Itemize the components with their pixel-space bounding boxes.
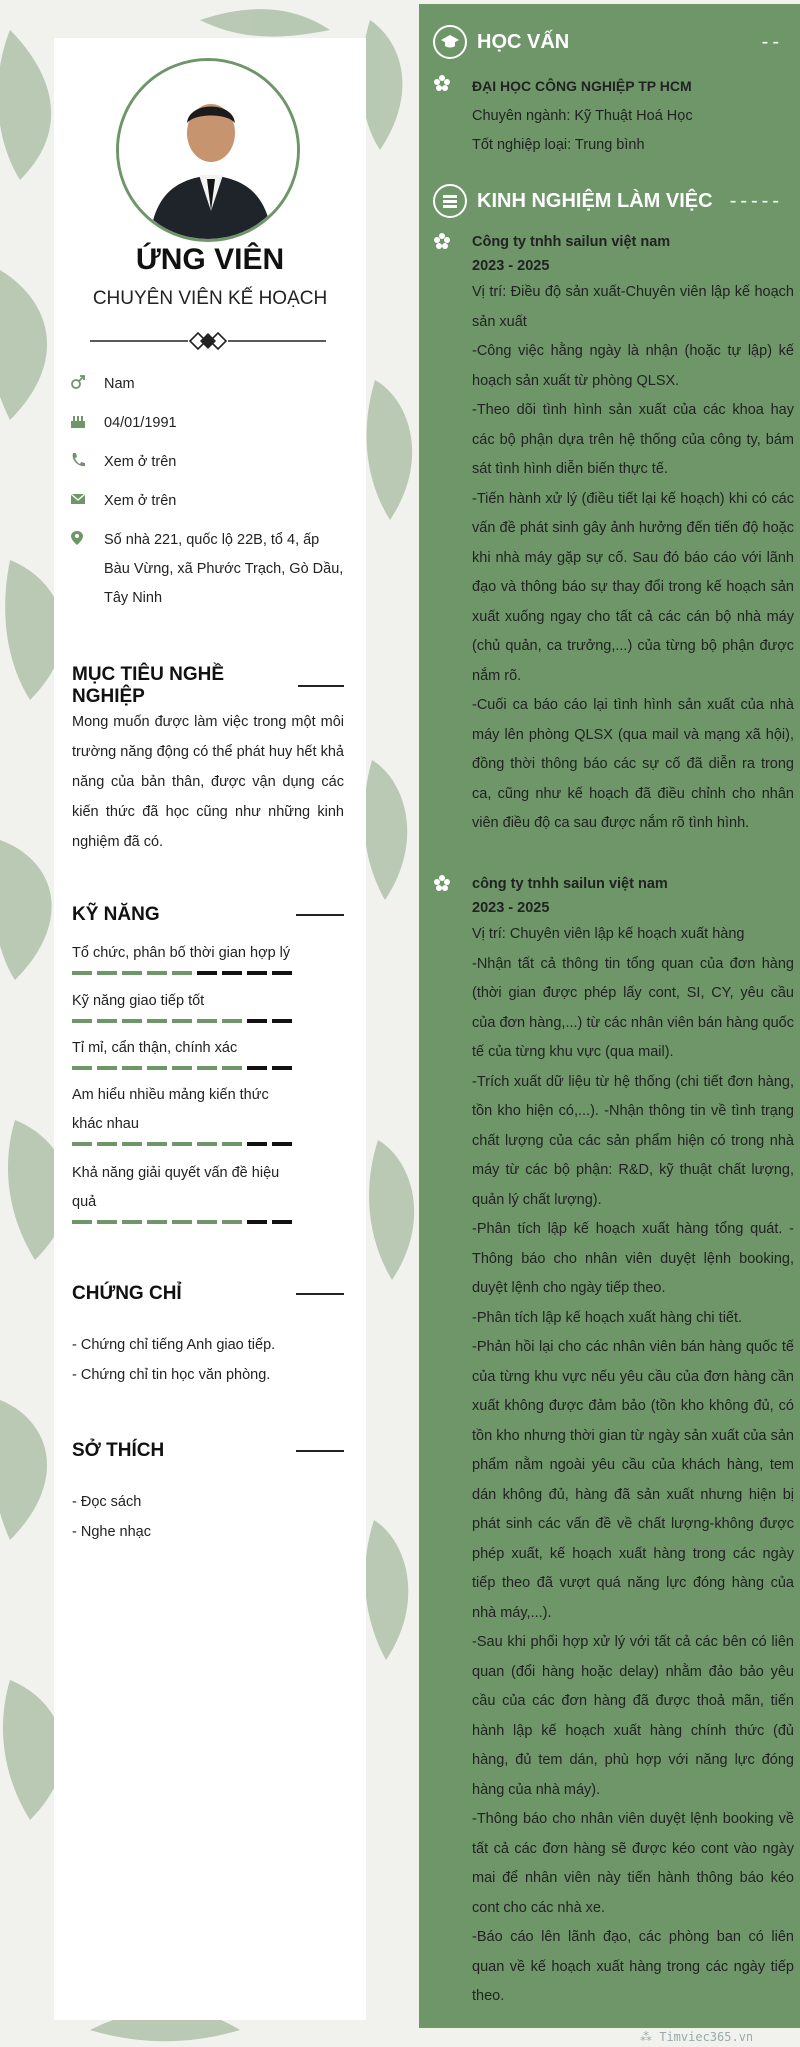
gender-row xyxy=(70,370,350,399)
job-line: -Tiến hành xử lý (điều tiết lại kế hoạch) khi có các vấn đề phát sinh gây ảnh hưởng đến tiến độ hoặc khi nhà máy gặp sự cố. Sau đó báo cáo với lãnh đạo và thông báo sự thay đổi trong kế hoạch sản xuất xuống ngay cho tất cả các cán bộ nhà máy (chủ quản, ca trưởng,...) của từng bộ phận được nắm rõ. xyxy=(472,490,794,684)
hobby-item: - Đọc sách xyxy=(72,1494,142,1510)
objective-text: Mong muốn được làm việc trong một môi trường năng động có thể phát huy hết khả năng của bản thân, được vận dụng các kiến thức đã học cũng như những kinh nghiệm đã có. xyxy=(72,714,344,850)
phone-text: Xem ở trên xyxy=(104,454,177,470)
skill-segment-filled xyxy=(172,1019,192,1023)
location-pin-icon xyxy=(70,526,96,548)
job-line: -Phân tích lập kế hoạch xuất hàng tổng quát. -Thông báo cho nhân viên duyệt lệnh booking, duyệt lệnh cho ngày tiếp theo. xyxy=(472,1221,794,1296)
job-entry xyxy=(434,872,794,2012)
cake-icon xyxy=(70,409,96,431)
skill-segment-empty xyxy=(247,1142,267,1146)
heading-rule xyxy=(296,914,344,916)
site-watermark xyxy=(640,2030,753,2044)
skill-item xyxy=(72,987,302,1023)
objective-heading-text: MỤC TIÊU NGHỀ NGHIỆP xyxy=(72,664,224,707)
skill-segment-empty xyxy=(247,1066,267,1070)
job-line: -Theo dõi tình hình sản xuất của các khoa hay các bộ phận dựa trên hệ thống của công ty, bám sát tình hình diễn biến thực tế. xyxy=(472,402,794,477)
phone-icon xyxy=(70,448,96,470)
skill-segment-filled xyxy=(122,1220,142,1224)
skill-level-bar xyxy=(72,1220,302,1224)
heading-dashes: -- xyxy=(761,30,783,53)
job-line: -Báo cáo lên lãnh đạo, các phòng ban có liên quan về kế hoạch xuất hàng trong các ngày tiếp theo. xyxy=(472,1929,794,2004)
skill-segment-empty xyxy=(272,1220,292,1224)
hobbies-heading xyxy=(72,1440,344,1462)
address-text: Số nhà 221, quốc lộ 22B, tổ 4, ấp Bàu Vừng, xã Phước Trạch, Gò Dầu, Tây Ninh xyxy=(104,532,344,606)
skill-segment-filled xyxy=(97,1066,117,1070)
job-line: Vị trí: Chuyên viên lập kế hoạch xuất hàng xyxy=(472,926,745,942)
skill-name: Tổ chức, phân bố thời gian hợp lý xyxy=(72,945,291,961)
education-heading-text: HỌC VẤN xyxy=(477,30,570,53)
job-line: -Phân tích lập kế hoạch xuất hàng chi tiết. xyxy=(472,1309,743,1326)
skill-segment-filled xyxy=(197,1066,217,1070)
job-line: -Công việc hằng ngày là nhận (hoặc tự lập) kế hoạch sản xuất từ phòng QLSX. xyxy=(472,343,794,389)
graduation-cap-icon xyxy=(433,25,467,59)
title-divider xyxy=(90,330,326,352)
job-line: -Trích xuất dữ liệu từ hệ thống (chi tiết đơn hàng, tồn kho hiện có,...). -Nhận thông tin về tình trạng chất lượng của các sản phẩm hiện có trong nhà máy từ các bộ phận: R&D, kỹ thuật chất lượng, quản lý chất lượng). xyxy=(472,1073,794,1208)
job-line: -Thông báo cho nhân viên duyệt lệnh booking về tất cả các đơn hàng sẽ được kéo cont vào ngày mai để nhân viên này tiến hành thông báo kéo cont cho các nhà xe. xyxy=(472,1811,794,1916)
briefcase-stack-icon xyxy=(433,184,467,218)
skill-segment-filled xyxy=(72,1142,92,1146)
certificate-item: - Chứng chỉ tin học văn phòng. xyxy=(72,1367,271,1383)
skill-segment-filled xyxy=(222,1019,242,1023)
skill-segment-filled xyxy=(122,1142,142,1146)
certificates-heading-text: CHỨNG CHỈ xyxy=(72,1283,182,1304)
skill-segment-filled xyxy=(72,971,92,975)
job-entry xyxy=(434,230,794,839)
skill-segment-filled xyxy=(172,1220,192,1224)
skill-segment-filled xyxy=(147,1220,167,1224)
flower-bullet-icon xyxy=(434,230,454,839)
job-title: CHUYÊN VIÊN KẾ HOẠCH xyxy=(92,288,328,309)
skill-segment-filled xyxy=(197,1019,217,1023)
job-line: -Sau khi phối hợp xử lý với tất cả các bên có liên quan (đổi hàng hoặc delay) nhằm đảo bảo yêu cầu của các đơn hàng đã được thoả mãn, tiến hành lập kế hoạch xuất hàng chính thức (đủ hàng, đủ tem dán, phù hợp với năng lực đóng hàng của nhà máy). xyxy=(472,1634,794,1798)
grade-text: Tốt nghiệp loại: Trung bình xyxy=(472,137,645,153)
watermark-icon: ⁂ xyxy=(640,2030,660,2044)
skill-segment-filled xyxy=(122,971,142,975)
job-line: Vị trí: Điều độ sản xuất-Chuyên viên lập kế hoạch sản xuất xyxy=(472,284,794,330)
heading-rule xyxy=(296,1450,344,1452)
skill-item xyxy=(72,1034,302,1070)
skill-item xyxy=(72,939,302,975)
job-line: -Phản hồi lại cho các nhân viên bán hàng quốc tế của từng khu vực nếu yêu cầu của đơn hàng cần xuất không được đảm bảo (tồn kho không đủ, có tồn kho nhưng thời gian từ ngày sản xuất của sản phẩm nằm ngoài yêu cầu của khách hàng, tem dán không đủ, hàng đã sản xuất nhưng hiện bị phát sinh các vấn đề về chất lượng-không được phép xuất, kế hoạch xuất hàng trong các ngày tiếp theo đã vượt quá năng lực đóng hàng của nhà máy,...). xyxy=(472,1339,794,1621)
candidate-name: ỨNG VIÊN xyxy=(135,243,285,276)
email-row xyxy=(70,487,350,516)
skill-segment-filled xyxy=(172,1066,192,1070)
skill-segment-empty xyxy=(272,1142,292,1146)
skill-segment-empty xyxy=(272,971,292,975)
skill-segment-empty xyxy=(247,971,267,975)
skill-segment-filled xyxy=(72,1066,92,1070)
skill-name: Am hiểu nhiều mảng kiến thức khác nhau xyxy=(72,1087,269,1132)
skill-segment-empty xyxy=(197,971,217,975)
skill-segment-filled xyxy=(222,1066,242,1070)
skill-segment-filled xyxy=(147,1019,167,1023)
skill-segment-filled xyxy=(97,1019,117,1023)
skill-segment-filled xyxy=(222,1142,242,1146)
address-row xyxy=(70,526,350,613)
skill-segment-filled xyxy=(97,1142,117,1146)
skill-segment-filled xyxy=(197,1220,217,1224)
email-text: Xem ở trên xyxy=(104,493,177,509)
skill-segment-filled xyxy=(72,1220,92,1224)
education-entry xyxy=(434,72,794,161)
watermark-text: Timviec365.vn xyxy=(659,2030,754,2044)
skill-segment-filled xyxy=(197,1142,217,1146)
certificate-item: - Chứng chỉ tiếng Anh giao tiếp. xyxy=(72,1337,276,1353)
skill-segment-filled xyxy=(122,1066,142,1070)
heading-rule xyxy=(296,1293,344,1295)
skill-item xyxy=(72,1159,302,1224)
skill-segment-empty xyxy=(272,1066,292,1070)
gender-text: Nam xyxy=(104,376,135,392)
company-name: công ty tnhh sailun việt nam xyxy=(472,876,668,892)
skill-name: Tỉ mỉ, cẩn thận, chính xác xyxy=(72,1040,238,1056)
skills-heading-text: KỸ NĂNG xyxy=(72,904,160,925)
phone-row xyxy=(70,448,350,477)
skill-segment-filled xyxy=(147,1142,167,1146)
skill-segment-filled xyxy=(97,1220,117,1224)
skill-name: Khả năng giải quyết vấn đề hiệu quả xyxy=(72,1165,280,1210)
skill-level-bar xyxy=(72,971,302,975)
skill-segment-filled xyxy=(122,1019,142,1023)
birthday-row xyxy=(70,409,350,438)
flower-bullet-icon xyxy=(434,72,454,161)
job-body xyxy=(454,872,794,2012)
certificates-heading xyxy=(72,1283,344,1305)
job-line: -Cuối ca báo cáo lại tình hình sản xuất của nhà máy lên phòng QLSX (qua mail và mạng xã hội), đồng thời thông báo các sự cố đã diễn ra trong ca, cũng như kế hoạch đã điều chỉnh cho nhân viên điều độ ca sau được nắm rõ tình hình. xyxy=(472,697,794,831)
birthday-text: 04/01/1991 xyxy=(104,415,177,431)
skill-segment-filled xyxy=(72,1019,92,1023)
skill-level-bar xyxy=(72,1142,302,1146)
objective-heading xyxy=(72,664,344,708)
education-heading xyxy=(433,25,783,59)
hobbies-heading-text: SỞ THÍCH xyxy=(72,1440,165,1461)
job-body xyxy=(454,230,794,839)
flower-bullet-icon xyxy=(434,872,454,2012)
job-period: 2023 - 2025 xyxy=(472,258,550,274)
skills-heading xyxy=(72,904,344,926)
skill-segment-empty xyxy=(272,1019,292,1023)
avatar xyxy=(116,58,300,242)
company-name: Công ty tnhh sailun việt nam xyxy=(472,234,671,250)
skill-segment-filled xyxy=(97,971,117,975)
job-period: 2023 - 2025 xyxy=(472,900,550,916)
skill-segment-filled xyxy=(222,1220,242,1224)
certificate-list xyxy=(72,1330,352,1390)
school-name: ĐẠI HỌC CÔNG NGHIỆP TP HCM xyxy=(472,78,692,94)
major-text: Chuyên ngành: Kỹ Thuật Hoá Học xyxy=(472,107,693,124)
hobby-list xyxy=(72,1487,352,1547)
heading-dashes: ----- xyxy=(729,189,783,212)
skill-name: Kỹ năng giao tiếp tốt xyxy=(72,993,205,1009)
heading-rule xyxy=(298,685,344,687)
skill-segment-empty xyxy=(222,971,242,975)
email-icon xyxy=(70,487,96,509)
job-line: -Nhận tất cả thông tin tổng quan của đơn hàng (thời gian được phép lấy cont, SI, CY, yêu cầu của đơn hàng,...) từ các nhân viên bán hàng quốc tế của từng khu vực (qua mail). xyxy=(472,955,794,1060)
experience-heading xyxy=(433,184,783,218)
skill-segment-empty xyxy=(247,1220,267,1224)
skill-level-bar xyxy=(72,1066,302,1070)
skill-segment-filled xyxy=(172,1142,192,1146)
skill-segment-empty xyxy=(247,1019,267,1023)
skill-item xyxy=(72,1081,302,1146)
skill-level-bar xyxy=(72,1019,302,1023)
experience-heading-text: KINH NGHIỆM LÀM VIỆC xyxy=(477,189,713,212)
skill-segment-filled xyxy=(147,971,167,975)
avatar-photo xyxy=(119,61,300,242)
hobby-item: - Nghe nhạc xyxy=(72,1524,151,1540)
gender-icon xyxy=(70,370,96,392)
skill-segment-filled xyxy=(147,1066,167,1070)
skill-segment-filled xyxy=(172,971,192,975)
